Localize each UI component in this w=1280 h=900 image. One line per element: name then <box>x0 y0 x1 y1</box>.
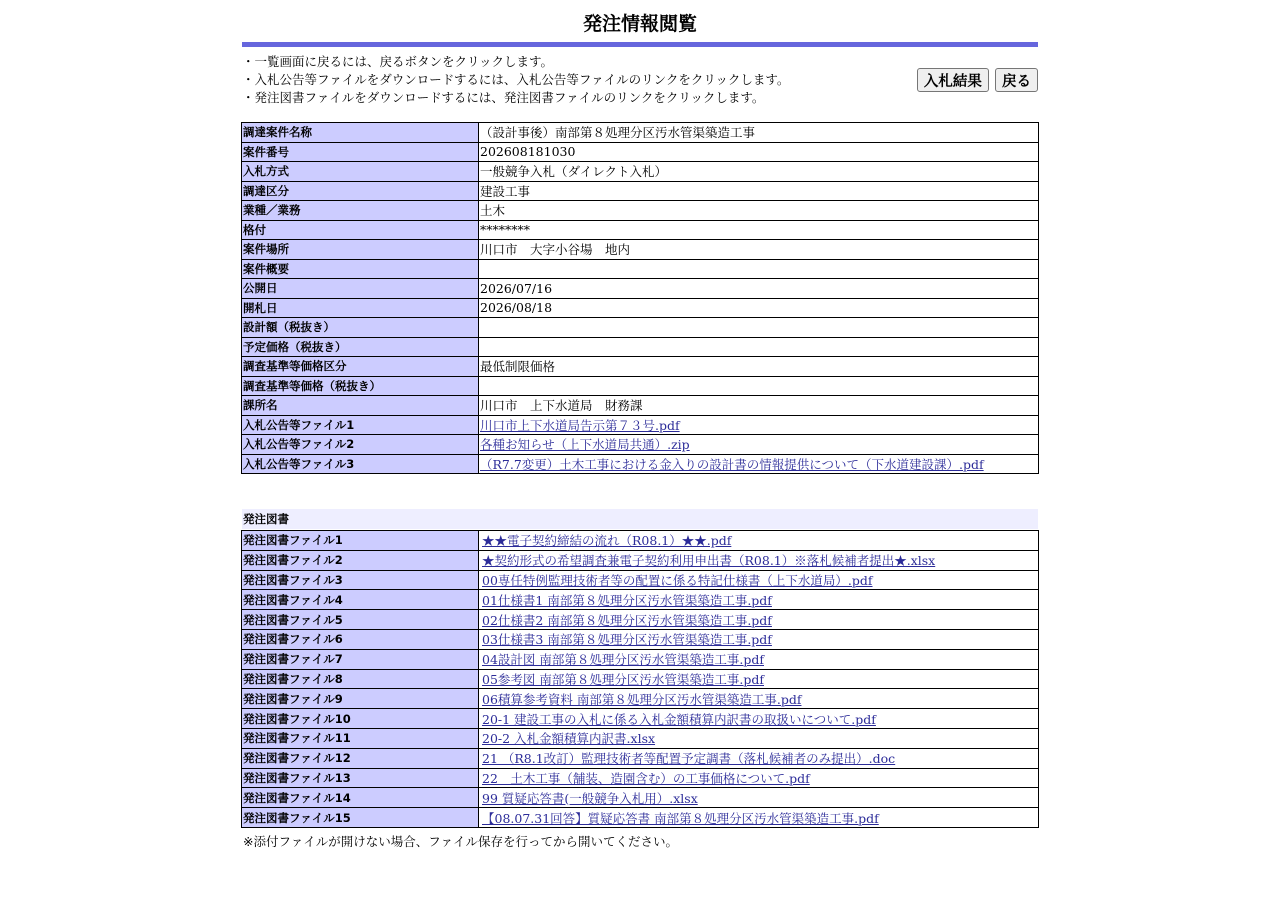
document-file-cell <box>479 550 1039 570</box>
back-button[interactable]: 戻る <box>995 68 1038 92</box>
document-file-label: 発注図書ファイル11 <box>242 728 479 748</box>
document-file-row <box>242 649 1039 669</box>
notice-file-row <box>242 454 1039 474</box>
document-file-cell <box>479 728 1039 748</box>
info-label: 調達案件名称 <box>242 123 479 143</box>
notice-file-label: 入札公告等ファイル1 <box>242 415 479 435</box>
document-file-row <box>242 669 1039 689</box>
document-file-link[interactable]: 21 （R8.1改訂）監理技術者等配置予定調書（落札候補者のみ提出）.doc <box>482 751 896 767</box>
document-file-link[interactable]: 02仕様書2 南部第８処理分区汚水管渠築造工事.pdf <box>482 612 772 628</box>
document-file-row <box>242 709 1039 729</box>
document-file-link[interactable]: 03仕様書3 南部第８処理分区汚水管渠築造工事.pdf <box>482 632 772 648</box>
info-row <box>242 240 1039 260</box>
info-value: 最低制限価格 <box>479 357 1039 377</box>
document-file-label: 発注図書ファイル2 <box>242 550 479 570</box>
info-label: 調査基準等価格（税抜き） <box>242 376 479 396</box>
document-file-row <box>242 570 1039 590</box>
info-value: 建設工事 <box>479 181 1039 201</box>
info-label: 課所名 <box>242 396 479 416</box>
info-label: 開札日 <box>242 298 479 318</box>
document-file-cell <box>479 748 1039 768</box>
info-value: 川口市 上下水道局 財務課 <box>479 396 1039 416</box>
notice-file-cell <box>479 454 1039 474</box>
document-file-row <box>242 728 1039 748</box>
info-row <box>242 357 1039 377</box>
document-file-link[interactable]: 99 質疑応答書(一般競争入札用）.xlsx <box>482 790 698 806</box>
document-file-label: 発注図書ファイル10 <box>242 709 479 729</box>
info-value: 土木 <box>479 201 1039 221</box>
info-value: 202608181030 <box>479 142 1039 162</box>
document-file-cell <box>479 808 1039 828</box>
document-file-row <box>242 748 1039 768</box>
info-value: 2026/08/18 <box>479 298 1039 318</box>
info-label: 案件概要 <box>242 259 479 279</box>
info-row <box>242 337 1039 357</box>
notice-file-cell <box>479 435 1039 455</box>
notice-file-label: 入札公告等ファイル3 <box>242 454 479 474</box>
document-file-cell <box>479 768 1039 788</box>
instructions-area <box>242 47 1038 122</box>
document-file-label: 発注図書ファイル1 <box>242 531 479 551</box>
document-file-label: 発注図書ファイル9 <box>242 689 479 709</box>
info-value <box>479 337 1039 357</box>
document-file-link[interactable]: 20-2 入札金額積算内訳書.xlsx <box>482 731 656 747</box>
notice-file-row <box>242 415 1039 435</box>
page-title: 発注情報閲覧 <box>582 13 697 35</box>
document-file-label: 発注図書ファイル12 <box>242 748 479 768</box>
info-value: 一般競争入札（ダイレクト入札） <box>479 162 1039 182</box>
documents-heading: 発注図書 <box>242 509 1038 529</box>
info-label: 案件番号 <box>242 142 479 162</box>
info-value: 2026/07/16 <box>479 279 1039 299</box>
document-file-row <box>242 808 1039 828</box>
document-file-row <box>242 689 1039 709</box>
info-label: 案件場所 <box>242 240 479 260</box>
document-file-label: 発注図書ファイル3 <box>242 570 479 590</box>
document-file-link[interactable]: 00専任特例監理技術者等の配置に係る特記仕様書（上下水道局）.pdf <box>482 572 873 588</box>
document-file-cell <box>479 610 1039 630</box>
document-file-cell <box>479 788 1039 808</box>
info-value <box>479 318 1039 338</box>
info-label: 調査基準等価格区分 <box>242 357 479 377</box>
document-file-row <box>242 768 1039 788</box>
document-file-label: 発注図書ファイル14 <box>242 788 479 808</box>
footer-note: ※添付ファイルが開けない場合、ファイル保存を行ってから開いてください。 <box>243 833 678 849</box>
document-file-link[interactable]: 【08.07.31回答】質疑応答書 南部第８処理分区汚水管渠築造工事.pdf <box>482 810 879 826</box>
document-file-link[interactable]: 05参考図 南部第８処理分区汚水管渠築造工事.pdf <box>482 671 764 687</box>
notice-file-link[interactable]: 各種お知らせ（上下水道局共通）.zip <box>480 437 690 453</box>
info-value: （設計事後）南部第８処理分区汚水管渠築造工事 <box>479 123 1039 143</box>
info-label: 調達区分 <box>242 181 479 201</box>
document-file-row <box>242 788 1039 808</box>
document-file-label: 発注図書ファイル8 <box>242 669 479 689</box>
document-file-link[interactable]: ★契約形式の希望調査兼電子契約利用申出書（R08.1）※落札候補者提出★.xlsx <box>482 553 936 569</box>
info-row <box>242 201 1039 221</box>
info-row <box>242 123 1039 143</box>
document-file-cell <box>479 531 1039 551</box>
info-label: 設計額（税抜き） <box>242 318 479 338</box>
info-label: 公開日 <box>242 279 479 299</box>
info-value: ******** <box>479 220 1039 240</box>
document-file-row <box>242 531 1039 551</box>
info-row <box>242 142 1039 162</box>
document-file-cell <box>479 570 1039 590</box>
info-row <box>242 220 1039 240</box>
document-file-label: 発注図書ファイル7 <box>242 649 479 669</box>
document-file-link[interactable]: 01仕様書1 南部第８処理分区汚水管渠築造工事.pdf <box>482 592 772 608</box>
info-value: 川口市 大字小谷場 地内 <box>479 240 1039 260</box>
document-file-cell <box>479 649 1039 669</box>
action-buttons <box>916 68 1038 92</box>
info-row <box>242 162 1039 182</box>
document-file-row <box>242 629 1039 649</box>
info-row <box>242 318 1039 338</box>
instruction-item: ・発注図書ファイルをダウンロードするには、発注図書ファイルのリンクをクリックします。 <box>242 90 765 105</box>
document-file-label: 発注図書ファイル5 <box>242 610 479 630</box>
notice-file-cell <box>479 415 1039 435</box>
info-row <box>242 181 1039 201</box>
info-row <box>242 396 1039 416</box>
document-file-label: 発注図書ファイル15 <box>242 808 479 828</box>
document-file-row <box>242 610 1039 630</box>
notice-file-link[interactable]: （R7.7変更）土木工事における金入りの設計書の情報提供について（下水道建設課）.pdf <box>480 456 984 472</box>
document-file-row <box>242 590 1039 610</box>
documents-table <box>241 530 1039 828</box>
info-value <box>479 376 1039 396</box>
document-file-label: 発注図書ファイル6 <box>242 629 479 649</box>
page-container <box>242 0 1038 850</box>
info-value <box>479 259 1039 279</box>
order-info-table <box>241 122 1039 474</box>
document-file-cell <box>479 709 1039 729</box>
info-label: 予定価格（税抜き） <box>242 337 479 357</box>
info-row <box>242 259 1039 279</box>
document-file-label: 発注図書ファイル4 <box>242 590 479 610</box>
document-file-link[interactable]: 04設計図 南部第８処理分区汚水管渠築造工事.pdf <box>482 652 764 668</box>
info-label: 入札方式 <box>242 162 479 182</box>
notice-file-label: 入札公告等ファイル2 <box>242 435 479 455</box>
instruction-item: ・一覧画面に戻るには、戻るボタンをクリックします。 <box>242 54 554 69</box>
document-file-link[interactable]: 20-1 建設工事の入札に係る入札金額積算内訳書の取扱いについて.pdf <box>482 711 876 727</box>
info-row <box>242 298 1039 318</box>
document-file-cell <box>479 689 1039 709</box>
document-file-link[interactable]: 22 土木工事（舗装、造園含む）の工事価格について.pdf <box>482 770 810 786</box>
document-file-cell <box>479 629 1039 649</box>
document-file-label: 発注図書ファイル13 <box>242 768 479 788</box>
info-label: 業種／業務 <box>242 201 479 221</box>
document-file-link[interactable]: 06積算参考資料 南部第８処理分区汚水管渠築造工事.pdf <box>482 691 802 707</box>
notice-file-row <box>242 435 1039 455</box>
document-file-cell <box>479 590 1039 610</box>
instruction-item: ・入札公告等ファイルをダウンロードするには、入札公告等ファイルのリンクをクリックします。 <box>242 72 790 87</box>
bid-result-button[interactable]: 入札結果 <box>917 68 989 92</box>
document-file-link[interactable]: ★★電子契約締結の流れ（R08.1）★★.pdf <box>482 533 732 549</box>
document-file-row <box>242 550 1039 570</box>
info-row <box>242 376 1039 396</box>
notice-file-link[interactable]: 川口市上下水道局告示第７３号.pdf <box>480 417 680 433</box>
document-file-cell <box>479 669 1039 689</box>
info-label: 格付 <box>242 220 479 240</box>
info-row <box>242 279 1039 299</box>
